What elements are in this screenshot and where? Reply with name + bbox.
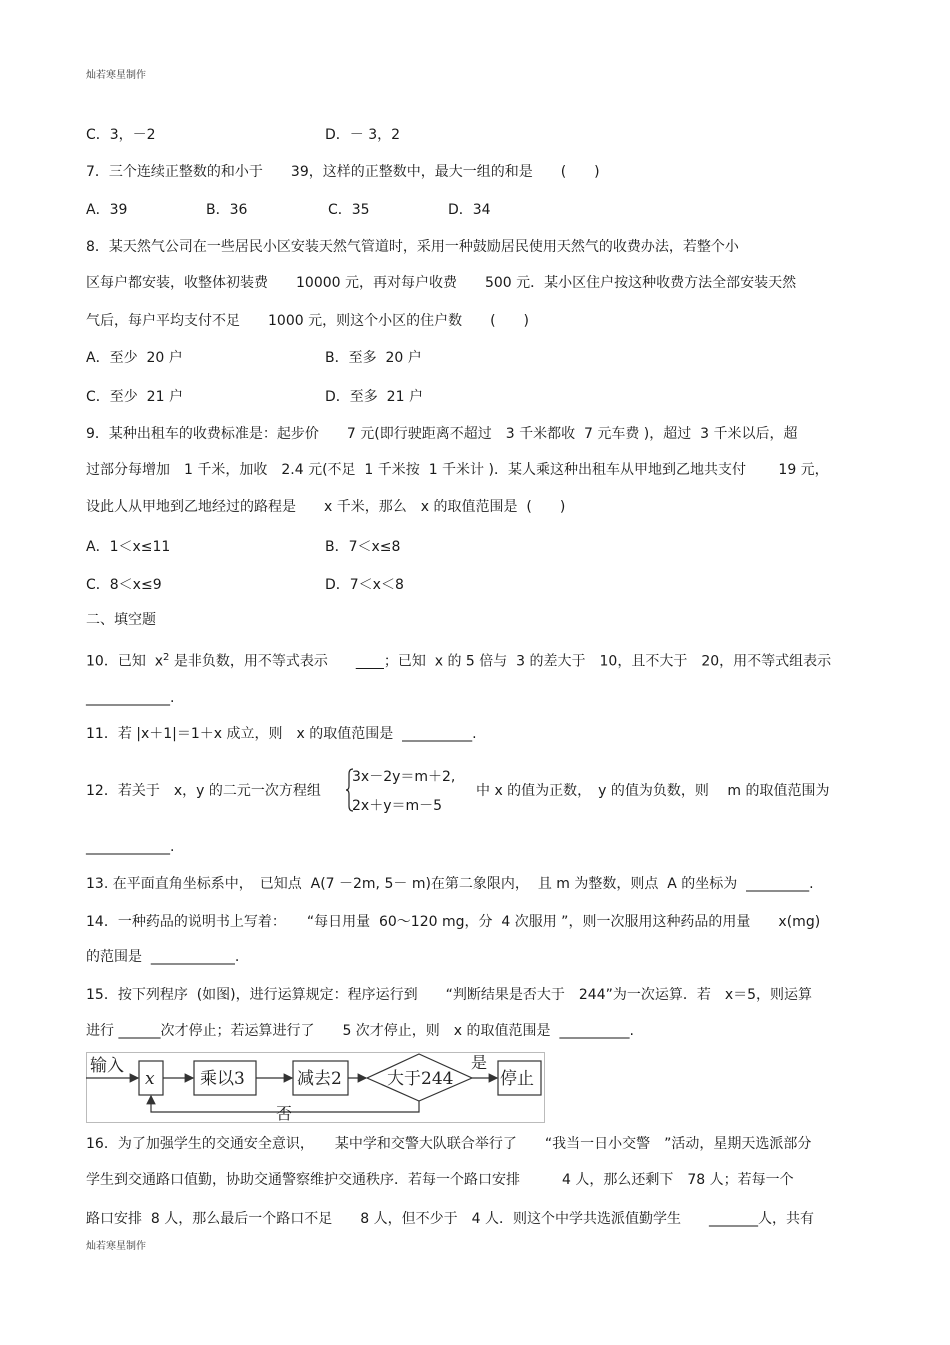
q12-line-2: ____________. <box>86 839 175 855</box>
q7-stem: 7．三个连续正整数的和小于 39，这样的正整数中，最大一组的和是 ( ) <box>86 164 600 180</box>
q10-line-2: ____________. <box>86 690 175 706</box>
q10-superscript: 2 <box>163 652 170 663</box>
q8-line-1: 8．某天然气公司在一些居民小区安装天然气管道时，采用一种鼓励居民使用天然气的收费办法，若整个小 <box>86 239 739 255</box>
q7-option-d: D．34 <box>448 202 491 218</box>
q16-line-2: 学生到交通路口值勤，协助交通警察维护交通秩序．若每一个路口安排 4 人，那么还剩下 78 人；若每一个 <box>86 1172 794 1188</box>
q9-line-3: 设此人从甲地到乙地经过的路程是 x 千米，那么 x 的取值范围是 ( ) <box>86 499 566 515</box>
q10-line-1 <box>86 648 831 672</box>
q12-equation-2: 2x＋y＝m－5 <box>352 798 443 814</box>
flow-multiply-label: 乘以3 <box>200 1069 245 1089</box>
flow-stop-label: 停止 <box>500 1069 534 1089</box>
q16-line-3: 路口安排 8 人，那么最后一个路口不足 8 人，但不少于 4 人．则这个中学共选派值勤学生 _______人，共有 <box>86 1211 814 1227</box>
q6-option-c: C．3，－2 <box>86 127 156 143</box>
q9-option-d: D．7＜x＜8 <box>325 577 404 593</box>
q8-option-b: B．至多 20 户 <box>325 350 422 366</box>
q7-option-c: C．35 <box>328 202 370 218</box>
q12-post: 中 x 的值为正数， y 的值为负数，则 m 的取值范围为 <box>476 783 830 799</box>
q8-option-c: C．至少 21 户 <box>86 389 183 405</box>
q9-option-a: A．1＜x≤11 <box>86 539 171 555</box>
q10-pre: 10．已知 x <box>86 653 163 670</box>
q15-line-2: 进行 ______次才停止；若运算进行了 5 次才停止，则 x 的取值范围是 __________. <box>86 1023 634 1039</box>
q7-option-b: B．36 <box>206 202 248 218</box>
page-footer: 灿若寒星制作 <box>86 1241 146 1252</box>
q16-line-1: 16．为了加强学生的交通安全意识， 某中学和交警大队联合举行了 “我当一日小交警 ”活动，星期天选派部分 <box>86 1136 812 1152</box>
q12-equation-1: 3x－2y＝m＋2, <box>352 769 456 785</box>
q13-line: 13. 在平面直角坐标系中， 已知点 A(7 －2m, 5－ m)在第二象限内， 且 m 为整数，则点 A 的坐标为 _________. <box>86 876 814 892</box>
flow-var-label: x <box>145 1069 155 1089</box>
q9-option-b: B．7＜x≤8 <box>325 539 401 555</box>
flow-input-label: 输入 <box>90 1056 124 1076</box>
q9-option-c: C．8＜x≤9 <box>86 577 162 593</box>
q8-option-a: A．至少 20 户 <box>86 350 183 366</box>
q7-option-a: A．39 <box>86 202 128 218</box>
flow-yes-label: 是 <box>471 1053 488 1072</box>
q14-line-2: 的范围是 ____________. <box>86 949 240 965</box>
q14-line-1: 14．一种药品的说明书上写着： “每日用量 60～120 mg，分 4 次服用 ”，则一次服用这种药品的用量 x(mg) <box>86 914 821 930</box>
q8-line-2: 区每户都安装，收整体初装费 10000 元，再对每户收费 500 元．某小区住户按这种收费方法全部安装天然 <box>86 275 797 291</box>
q12-pre: 12．若关于 x，y 的二元一次方程组 <box>86 783 321 799</box>
flow-decision-label: 大于244 <box>387 1069 454 1089</box>
q6-option-d: D．－ 3，2 <box>325 127 401 143</box>
q9-line-1: 9．某种出租车的收费标准是：起步价 7 元(即行驶距离不超过 3 千米都收 7 元车费 )，超过 3 千米以后，超 <box>86 426 798 442</box>
program-flowchart <box>86 1052 545 1123</box>
q10-post: 是非负数，用不等式表示 ____；已知 x 的 5 倍与 3 的差大于 10，且不大于 20，用不等式组表示 <box>169 653 832 670</box>
q11-line: 11．若 |x＋1|＝1＋x 成立，则 x 的取值范围是 __________. <box>86 726 477 742</box>
q15-line-1: 15．按下列程序 (如图)，进行运算规定：程序运行到 “判断结果是否大于 244”为一次运算．若 x＝5，则运算 <box>86 987 813 1003</box>
q9-line-2: 过部分每增加 1 千米，加收 2.4 元(不足 1 千米按 1 千米计 )．某人乘这种出租车从甲地到乙地共支付 19 元， <box>86 462 829 478</box>
q8-option-d: D．至多 21 户 <box>325 389 423 405</box>
flow-subtract-label: 减去2 <box>297 1069 342 1089</box>
section-title: 二、填空题 <box>86 612 156 628</box>
flow-no-label: 否 <box>276 1104 293 1123</box>
q8-line-3: 气后，每户平均支付不足 1000 元，则这个小区的住户数 ( ) <box>86 313 530 329</box>
page-header: 灿若寒星制作 <box>86 70 146 81</box>
